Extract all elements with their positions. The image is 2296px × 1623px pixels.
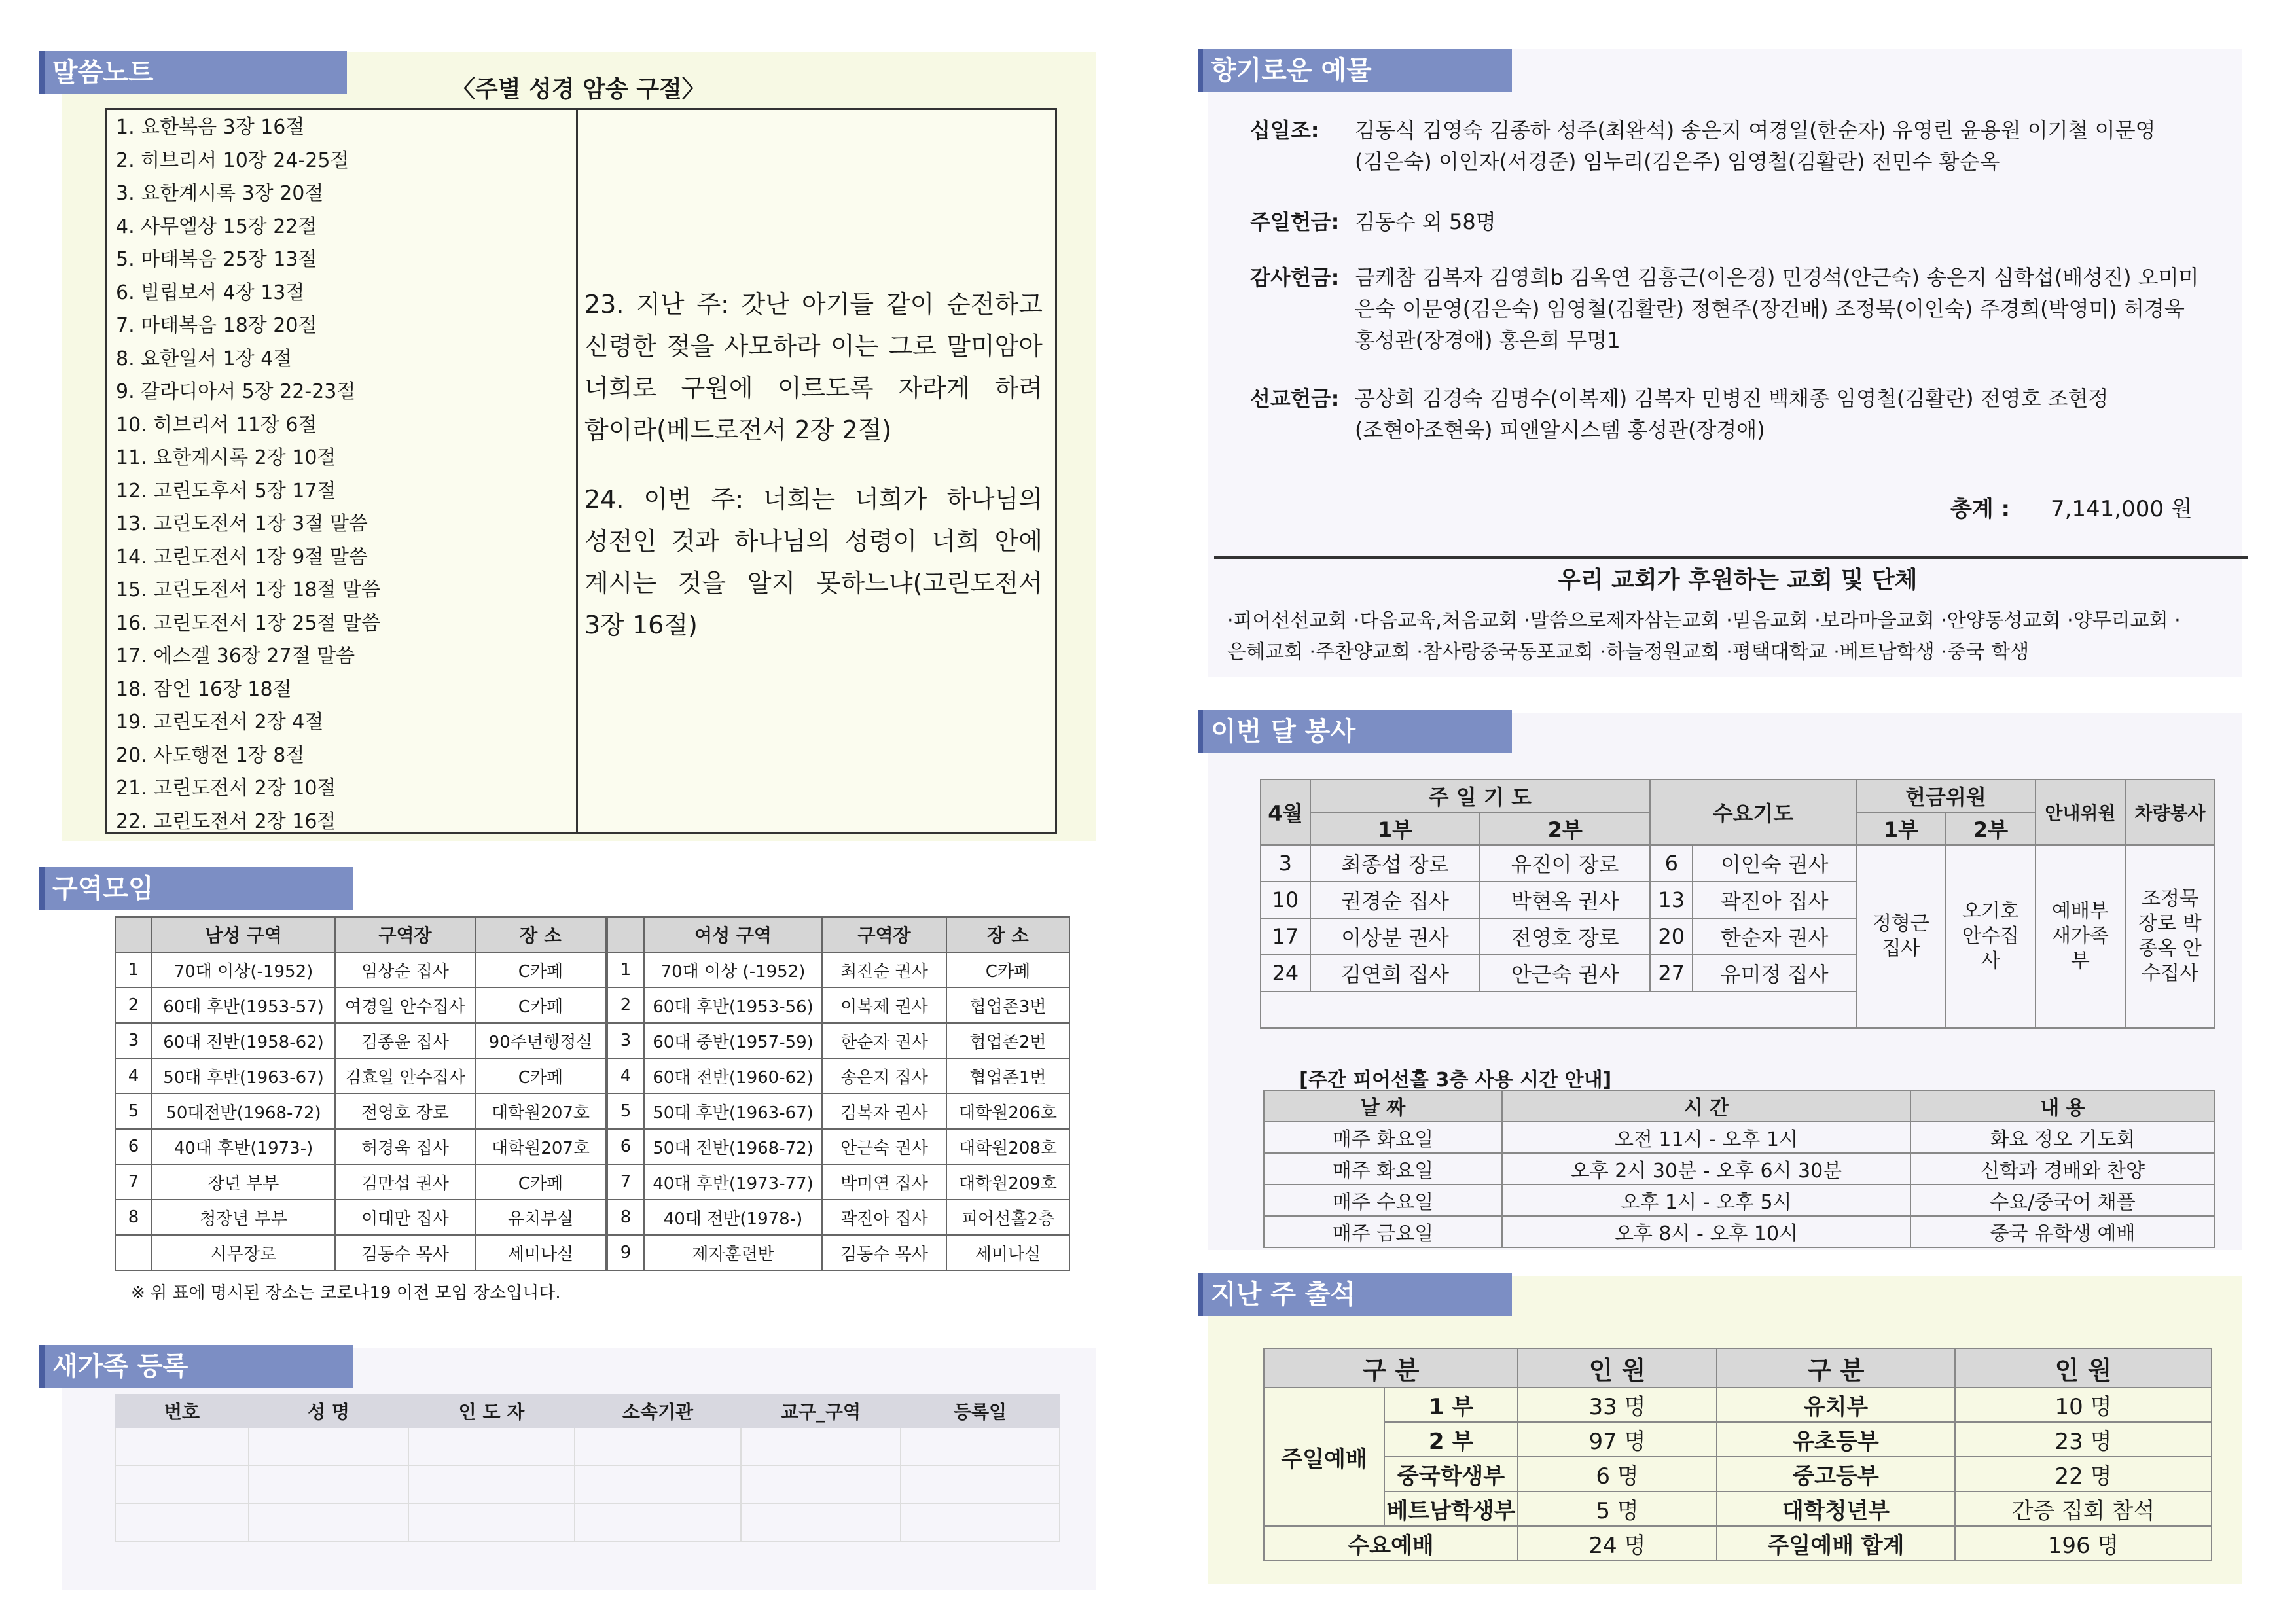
women-district-district: 60대 전반(1960-62): [644, 1058, 822, 1094]
women-district-row: [607, 952, 1069, 988]
verse-list-item: 11. 요한계시록 2장 10절: [116, 446, 336, 469]
men-district-num: 8: [115, 1200, 152, 1235]
men-col-place: 장 소: [475, 917, 606, 952]
women-district-place: 협업존2번: [946, 1023, 1069, 1058]
men-district-num: 2: [115, 988, 152, 1023]
offering-names: 공상희 김경숙 김명수(이복제) 김복자 민병진 백채종 임영철(김활란) 전영호 조현정(조현아조현욱) 피앤알시스템 홍성관(장경애): [1355, 386, 2109, 442]
offering-list: [1250, 115, 2219, 533]
men-district-row: [115, 1094, 606, 1129]
verse-list-item: 12. 고린도후서 5장 17절: [116, 479, 336, 503]
women-district-place: 협업존3번: [946, 988, 1069, 1023]
men-district-place: 세미나실: [475, 1235, 606, 1270]
women-district-place: 대학원206호: [946, 1094, 1069, 1129]
men-district-row: [115, 952, 606, 988]
attendance-section-title: 지난 주 출석: [1198, 1273, 1512, 1316]
service-date: 3: [1261, 845, 1310, 882]
men-district-table: [115, 916, 607, 1271]
service-month: 4월: [1261, 779, 1310, 845]
att-count: 23 명: [1955, 1422, 2212, 1457]
women-district-num: 3: [607, 1023, 644, 1058]
service-1bu: 김연희 집사: [1310, 955, 1480, 991]
att-total-label: 주일예배 합계: [1717, 1526, 1955, 1561]
women-col-place: 장 소: [946, 917, 1069, 952]
women-district-row: [607, 1058, 1069, 1094]
women-district-row: [607, 1235, 1069, 1270]
service-1bu: 최종섭 장로: [1310, 845, 1480, 882]
service-wed-date: 6: [1650, 845, 1693, 882]
verse-list-item: 10. 히브리서 11장 6절: [116, 413, 317, 437]
men-col-district: 남성 구역: [152, 917, 335, 952]
men-district-leader: 임상순 집사: [335, 952, 475, 988]
men-district-district: 40대 후반(1973-): [152, 1129, 335, 1164]
hall-time: 오전 11시 - 오후 1시: [1502, 1122, 1910, 1153]
newfamily-section-title: 새가족 등록: [39, 1345, 353, 1388]
hall-row: [1264, 1153, 2215, 1185]
women-district-row: [607, 1164, 1069, 1200]
women-district-place: 대학원209호: [946, 1164, 1069, 1200]
hall-time: 오후 2시 30분 - 오후 6시 30분: [1502, 1153, 1910, 1185]
att-count: 97 명: [1518, 1422, 1717, 1457]
men-district-district: 50대전반(1968-72): [152, 1094, 335, 1129]
service-2bu: 전영호 장로: [1480, 918, 1650, 955]
this-week-verse: 24. 이번 주: 너희는 너희가 하나님의 성전인 것과 하나님의 성령이 너희 안에 계시는 것을 알지 못하느냐(고린도전서 3장 16절): [584, 485, 1043, 639]
service-wed-date: 20: [1650, 918, 1693, 955]
men-district-num: 1: [115, 952, 152, 988]
service-car-header: 차량봉사: [2125, 779, 2215, 845]
men-district-leader: 김효일 안수집사: [335, 1058, 475, 1094]
service-wed-date: 13: [1650, 882, 1693, 918]
men-district-district: 청장년 부부: [152, 1200, 335, 1235]
att-category: 중고등부: [1717, 1457, 1955, 1491]
service-1bu-header: 1부: [1310, 812, 1480, 845]
women-col-district: 여성 구역: [644, 917, 822, 952]
supported-title: 우리 교회가 후원하는 교회 및 단체: [1558, 567, 1918, 594]
men-district-place: C카페: [475, 1164, 606, 1200]
verse-list-item: 18. 잠언 16장 18절: [116, 677, 292, 701]
verse-list-item: 20. 사도행전 1장 8절: [116, 743, 305, 767]
women-district-leader: 김동수 목사: [822, 1235, 946, 1270]
service-wed-date: 27: [1650, 955, 1693, 991]
men-district-row: [115, 1058, 606, 1094]
hall-content: 신학과 경배와 찬양: [1910, 1153, 2215, 1185]
verse-box: [105, 108, 1057, 834]
women-district-district: 60대 후반(1953-56): [644, 988, 822, 1023]
hall-table: [1263, 1090, 2215, 1248]
service-sunday-header: 주 일 기 도: [1310, 779, 1650, 812]
att-count: 10 명: [1955, 1387, 2212, 1422]
verse-list-item: 6. 빌립보서 4장 13절: [116, 281, 305, 304]
att-total-count: 196 명: [1955, 1526, 2212, 1561]
women-district-place: 대학원208호: [946, 1129, 1069, 1164]
nf-col-org: 소속기관: [575, 1395, 741, 1427]
hall-col-date: 날 짜: [1264, 1090, 1502, 1122]
men-district-district: 시무장로: [152, 1235, 335, 1270]
nf-col-name: 성 명: [249, 1395, 408, 1427]
women-district-place: 협업존1번: [946, 1058, 1069, 1094]
men-district-row: [115, 1235, 606, 1270]
offering-section-title: 향기로운 예물: [1198, 49, 1512, 92]
attendance-row: [1264, 1387, 2212, 1422]
women-district-leader: 이복제 권사: [822, 988, 946, 1023]
offering-names: 김동수 외 58명: [1355, 209, 1496, 234]
women-district-district: 70대 이상 (-1952): [644, 952, 822, 988]
att-sunday-label: 주일예배: [1264, 1387, 1384, 1526]
verse-list-item: 13. 고린도전서 1장 3절 말씀: [116, 512, 368, 535]
hall-col-time: 시 간: [1502, 1090, 1910, 1122]
men-district-row: [115, 1129, 606, 1164]
hall-row: [1264, 1185, 2215, 1216]
women-district-leader: 김복자 권사: [822, 1094, 946, 1129]
men-district-place: C카페: [475, 1058, 606, 1094]
att-count: 22 명: [1955, 1457, 2212, 1491]
service-wed-prayer: 이인숙 권사: [1693, 845, 1856, 882]
att-count: 6 명: [1518, 1457, 1717, 1491]
nf-col-date: 등록일: [901, 1395, 1060, 1427]
men-district-num: [115, 1235, 152, 1270]
women-district-num: 6: [607, 1129, 644, 1164]
men-district-num: 4: [115, 1058, 152, 1094]
att-category: 유초등부: [1717, 1422, 1955, 1457]
men-district-num: 5: [115, 1094, 152, 1129]
attendance-row: [1264, 1491, 2212, 1526]
hall-date: 매주 화요일: [1264, 1122, 1502, 1153]
men-col-num: [115, 917, 152, 952]
district-section-title: 구역모임: [39, 867, 353, 910]
women-district-row: [607, 988, 1069, 1023]
women-district-num: 2: [607, 988, 644, 1023]
att-count: 간증 집회 참석: [1955, 1491, 2212, 1526]
men-district-leader: 이대만 집사: [335, 1200, 475, 1235]
women-district-table: [607, 916, 1070, 1271]
men-district-place: C카페: [475, 988, 606, 1023]
verse-list-item: 4. 사무엘상 15장 22절: [116, 215, 317, 238]
service-date: 17: [1261, 918, 1310, 955]
men-district-district: 60대 전반(1958-62): [152, 1023, 335, 1058]
service-section-title: 이번 달 봉사: [1198, 710, 1512, 753]
service-wed-prayer: 유미정 집사: [1693, 955, 1856, 991]
men-district-leader: 김종윤 집사: [335, 1023, 475, 1058]
women-district-leader: 최진순 권사: [822, 952, 946, 988]
verse-list-item: 3. 요한계시록 3장 20절: [116, 182, 324, 205]
women-district-leader: 박미연 집사: [822, 1164, 946, 1200]
women-district-district: 50대 후반(1963-67): [644, 1094, 822, 1129]
newfamily-table: [115, 1394, 1060, 1542]
offering-names: 김동식 김영숙 김종하 성주(최완석) 송은지 여경일(한순자) 유영린 윤용원 이기철 이문영(김은숙) 이인자(서경준) 임누리(김은주) 임영철(김활란) 전민수 황순옥: [1355, 118, 2156, 174]
hall-date: 매주 수요일: [1264, 1185, 1502, 1216]
women-district-leader: 한순자 권사: [822, 1023, 946, 1058]
men-district-district: 장년 부부: [152, 1164, 335, 1200]
hall-time: 오후 1시 - 오후 5시: [1502, 1185, 1910, 1216]
hall-content: 중국 유학생 예배: [1910, 1216, 2215, 1247]
service-usher: 예배부 새가족부: [2036, 845, 2125, 1028]
men-district-row: [115, 1164, 606, 1200]
men-district-row: [115, 1200, 606, 1235]
women-district-row: [607, 1129, 1069, 1164]
verse-list-item: 21. 고린도전서 2장 10절: [116, 777, 336, 800]
att-category: 중국학생부: [1384, 1457, 1518, 1491]
attendance-total-row: [1264, 1526, 2212, 1561]
women-district-place: 세미나실: [946, 1235, 1069, 1270]
att-col-count-b: 인 원: [1955, 1349, 2212, 1387]
men-district-place: C카페: [475, 952, 606, 988]
men-district-district: 70대 이상(-1952): [152, 952, 335, 988]
men-district-leader: 여경일 안수집사: [335, 988, 475, 1023]
verse-list: [107, 111, 576, 838]
verse-subtitle: 〈주별 성경 암송 구절〉: [452, 76, 706, 103]
women-district-num: 4: [607, 1058, 644, 1094]
verse-list-item: 15. 고린도전서 1장 18절 말씀: [116, 579, 380, 601]
women-district-num: 1: [607, 952, 644, 988]
hall-row: [1264, 1122, 2215, 1153]
offering-label: 주일헌금:: [1250, 209, 1340, 234]
men-district-leader: 허경욱 집사: [335, 1129, 475, 1164]
offering-total-value: 7,141,000 원: [2050, 496, 2193, 522]
verse-list-item: 14. 고린도전서 1장 9절 말씀: [116, 545, 368, 569]
supported-list: ·피어선선교회 ·다음교육,처음교회 ·말씀으로제자삼는교회 ·믿음교회 ·보라마을교회 ·안양동성교회 ·양무리교회 ·은혜교회 ·주찬양교회 ·참사랑중국동포교회 ·하늘정원교회 ·평택대학교 ·베트남학생 ·중국 학생: [1227, 609, 2181, 664]
women-district-num: 5: [607, 1094, 644, 1129]
men-district-place: 대학원207호: [475, 1129, 606, 1164]
women-district-leader: 곽진아 집사: [822, 1200, 946, 1235]
hall-col-content: 내 용: [1910, 1090, 2215, 1122]
hall-content: 화요 정오 기도회: [1910, 1122, 2215, 1153]
verse-weekly-column: [584, 283, 1043, 646]
men-district-place: 대학원207호: [475, 1094, 606, 1129]
att-category: 2 부: [1384, 1422, 1518, 1457]
men-district-district: 60대 후반(1953-57): [152, 988, 335, 1023]
verse-list-item: 1. 요한복음 3장 16절: [116, 116, 305, 139]
women-district-row: [607, 1023, 1069, 1058]
service-table: [1260, 779, 2215, 1029]
service-usher-header: 안내위원: [2036, 779, 2125, 845]
men-district-leader: 김만섭 권사: [335, 1164, 475, 1200]
service-offering-header: 헌금위원: [1856, 779, 2036, 812]
hall-content: 수요/중국어 채플: [1910, 1185, 2215, 1216]
men-district-district: 50대 후반(1963-67): [152, 1058, 335, 1094]
men-district-num: 7: [115, 1164, 152, 1200]
att-wed-label: 수요예배: [1264, 1526, 1518, 1561]
nf-col-guide: 인 도 자: [408, 1395, 575, 1427]
women-district-leader: 송은지 집사: [822, 1058, 946, 1094]
verse-list-item: 2. 히브리서 10장 24-25절: [116, 149, 350, 172]
att-category: 베트남학생부: [1384, 1491, 1518, 1526]
service-row: [1261, 845, 2215, 882]
service-date: 24: [1261, 955, 1310, 991]
women-district-district: 50대 전반(1968-72): [644, 1129, 822, 1164]
men-district-leader: 전영호 장로: [335, 1094, 475, 1129]
women-district-district: 제자훈련반: [644, 1235, 822, 1270]
nf-col-number: 번호: [115, 1395, 249, 1427]
hall-date: 매주 금요일: [1264, 1216, 1502, 1247]
attendance-row: [1264, 1422, 2212, 1457]
att-wed-count: 24 명: [1518, 1526, 1717, 1561]
district-note: ※ 위 표에 명시된 장소는 코로나19 이전 모임 장소입니다.: [131, 1283, 561, 1303]
offering-label: 선교헌금:: [1250, 386, 1340, 411]
service-car: 조정묵 장로 박종옥 안수집사: [2125, 845, 2215, 1028]
service-offer-1bu-header: 1부: [1856, 812, 1946, 845]
hall-title: [주간 피어선홀 3층 사용 시간 안내]: [1299, 1069, 1612, 1092]
nf-col-district: 교구_구역: [741, 1395, 901, 1427]
attendance-table: [1263, 1348, 2212, 1561]
service-offer-2bu: 오기호 안수집사: [1946, 845, 2036, 1028]
last-week-verse: 23. 지난 주: 갓난 아기들 같이 순전하고 신령한 젖을 사모하라 이는 그로 말미암아 너희로 구원에 이르도록 자라게 하려 함이라(베드로전서 2장 2절): [584, 290, 1043, 444]
att-category: 대학청년부: [1717, 1491, 1955, 1526]
service-date: 10: [1261, 882, 1310, 918]
verse-section-title: 말씀노트: [39, 51, 347, 94]
verse-list-item: 8. 요한일서 1장 4절: [116, 347, 293, 370]
att-count: 5 명: [1518, 1491, 1717, 1526]
women-district-district: 40대 전반(1978-): [644, 1200, 822, 1235]
men-district-row: [115, 988, 606, 1023]
verse-list-item: 7. 마태복음 18장 20절: [116, 314, 317, 337]
women-district-num: 9: [607, 1235, 644, 1270]
service-1bu: 이상분 권사: [1310, 918, 1480, 955]
att-col-category-b: 구 분: [1717, 1349, 1955, 1387]
men-district-num: 3: [115, 1023, 152, 1058]
service-offer-1bu: 정형근 집사: [1856, 845, 1946, 1028]
offering-total-label: 총계 :: [1950, 496, 2011, 522]
att-col-category-a: 구 분: [1264, 1349, 1518, 1387]
women-col-num: [607, 917, 644, 952]
men-district-leader: 김동수 목사: [335, 1235, 475, 1270]
nf-empty-row: [115, 1465, 1060, 1503]
men-district-place: 90주년행정실: [475, 1023, 606, 1058]
divider: [1214, 556, 2248, 559]
verse-list-item: 19. 고린도전서 2장 4절: [116, 711, 324, 734]
women-district-num: 7: [607, 1164, 644, 1200]
men-district-num: 6: [115, 1129, 152, 1164]
hall-row: [1264, 1216, 2215, 1247]
women-district-row: [607, 1200, 1069, 1235]
offering-label: 십일조:: [1250, 118, 1319, 143]
service-2bu-header: 2부: [1480, 812, 1650, 845]
verse-list-item: 16. 고린도전서 1장 25절 말씀: [116, 611, 380, 635]
women-district-place: 피어선홀2층: [946, 1200, 1069, 1235]
offering-names: 금케참 김복자 김영희b 김옥연 김흥근(이은경) 민경석(안근숙) 송은지 심학섭(배성진) 오미미 은숙 이문영(김은숙) 임영철(김활란) 정현주(장건배) 조정묵(이인숙) 주경희(박영미) 허경욱 홍성관(장경애) 홍은희 무명1: [1355, 265, 2199, 353]
service-offer-2bu-header: 2부: [1946, 812, 2036, 845]
att-category: 1 부: [1384, 1387, 1518, 1422]
verse-list-item: 5. 마태복음 25장 13절: [116, 248, 317, 271]
men-district-place: 유치부실: [475, 1200, 606, 1235]
hall-date: 매주 화요일: [1264, 1153, 1502, 1185]
att-col-count-a: 인 원: [1518, 1349, 1717, 1387]
service-wed-header: 수요기도: [1650, 779, 1856, 845]
women-district-district: 60대 중반(1957-59): [644, 1023, 822, 1058]
attendance-row: [1264, 1457, 2212, 1491]
verse-list-item: 17. 에스겔 36장 27절 말씀: [116, 645, 355, 668]
service-wed-prayer: 곽진아 집사: [1693, 882, 1856, 918]
nf-empty-row: [115, 1503, 1060, 1541]
verse-list-item: 9. 갈라디아서 5장 22-23절: [116, 380, 356, 403]
verse-list-item: 22. 고린도전서 2장 16절: [116, 810, 336, 833]
service-2bu: 유진이 장로: [1480, 845, 1650, 882]
offering-label: 감사헌금:: [1250, 265, 1340, 290]
service-2bu: 안근숙 권사: [1480, 955, 1650, 991]
men-col-leader: 구역장: [335, 917, 475, 952]
women-district-row: [607, 1094, 1069, 1129]
men-district-row: [115, 1023, 606, 1058]
att-count: 33 명: [1518, 1387, 1717, 1422]
women-col-leader: 구역장: [822, 917, 946, 952]
women-district-district: 40대 후반(1973-77): [644, 1164, 822, 1200]
women-district-place: C카페: [946, 952, 1069, 988]
women-district-num: 8: [607, 1200, 644, 1235]
att-category: 유치부: [1717, 1387, 1955, 1422]
nf-empty-row: [115, 1427, 1060, 1465]
offering-total: [1950, 491, 2193, 523]
service-2bu: 박현옥 권사: [1480, 882, 1650, 918]
service-1bu: 권경순 집사: [1310, 882, 1480, 918]
verse-list-column: [107, 110, 578, 832]
service-wed-prayer: 한순자 권사: [1693, 918, 1856, 955]
women-district-leader: 안근숙 권사: [822, 1129, 946, 1164]
hall-time: 오후 8시 - 오후 10시: [1502, 1216, 1910, 1247]
